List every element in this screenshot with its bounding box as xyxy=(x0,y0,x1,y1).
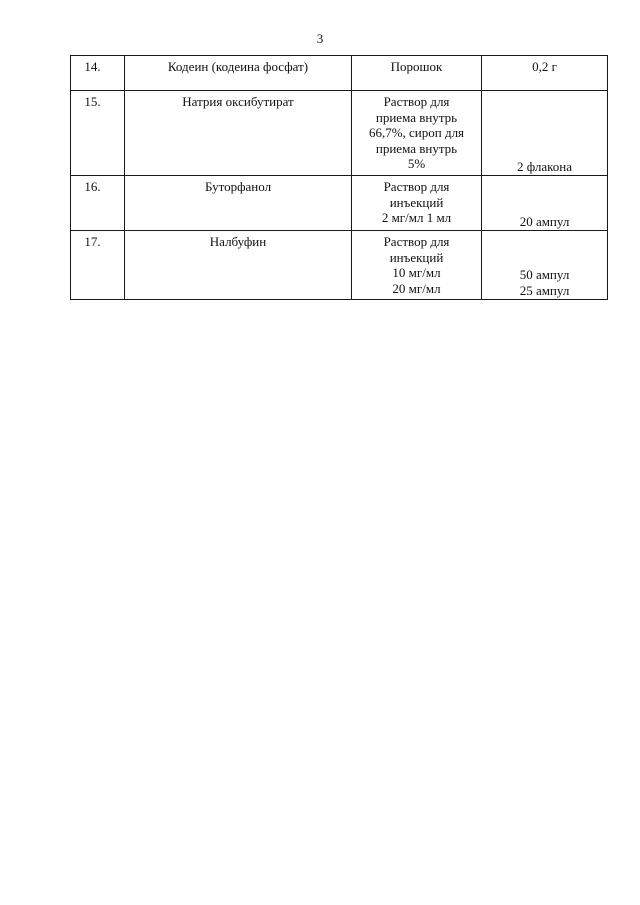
drug-name: Кодеин (кодеина фосфат) xyxy=(167,59,309,74)
row-number: 14. xyxy=(84,59,101,74)
row-number-cell xyxy=(71,231,125,300)
dosage-form-line: 66,7%, сироп для xyxy=(368,125,465,140)
drug-name: Буторфанол xyxy=(204,179,272,194)
dosage-form-line: Раствор для xyxy=(383,94,450,109)
dosage-form-line: Раствор для xyxy=(383,234,450,249)
quantity-value: 25 ампул xyxy=(519,282,570,298)
quantity-cell xyxy=(482,176,608,231)
quantity-cell xyxy=(482,231,608,300)
row-number: 16. xyxy=(84,179,101,194)
row-number-cell xyxy=(71,56,125,91)
dosage-form-cell xyxy=(352,231,482,300)
dosage-form-line: приема внутрь xyxy=(375,140,458,156)
row-number: 15. xyxy=(84,94,101,109)
table-row xyxy=(71,91,608,176)
page-number: 3 xyxy=(316,31,324,46)
quantity-value: 0,2 г xyxy=(532,59,557,74)
dosage-form-cell xyxy=(352,176,482,231)
quantity-value: 50 ампул xyxy=(519,267,570,282)
dosage-form-line: 20 мг/мл xyxy=(392,280,441,296)
row-number: 17. xyxy=(84,234,101,249)
dosage-form-line: Раствор для xyxy=(383,179,450,194)
table-row xyxy=(71,231,608,300)
drug-name-cell xyxy=(125,91,352,176)
quantity-value: 20 ампул xyxy=(519,213,570,229)
table-row xyxy=(71,176,608,231)
quantity-value: 2 флакона xyxy=(517,158,572,174)
dosage-form-line: 2 мг/мл 1 мл xyxy=(381,210,452,225)
drug-name: Налбуфин xyxy=(209,234,267,249)
drug-name-cell xyxy=(125,56,352,91)
dosage-form-line: 5% xyxy=(407,156,426,171)
dosage-form-cell xyxy=(352,91,482,176)
drug-table xyxy=(70,55,608,300)
dosage-form-line: Порошок xyxy=(390,59,443,74)
drug-name-cell xyxy=(125,176,352,231)
row-number-cell xyxy=(71,91,125,176)
dosage-form-line: 10 мг/мл xyxy=(392,265,441,280)
dosage-form-line: инъекций xyxy=(389,249,444,265)
table-row xyxy=(71,56,608,91)
dosage-form-cell xyxy=(352,56,482,91)
quantity-cell xyxy=(482,56,608,91)
dosage-form-line: инъекций xyxy=(389,194,444,210)
drug-name-cell xyxy=(125,231,352,300)
drug-name: Натрия оксибутират xyxy=(182,94,294,109)
row-number-cell xyxy=(71,176,125,231)
dosage-form-line: приема внутрь xyxy=(375,109,458,125)
quantity-cell xyxy=(482,91,608,176)
